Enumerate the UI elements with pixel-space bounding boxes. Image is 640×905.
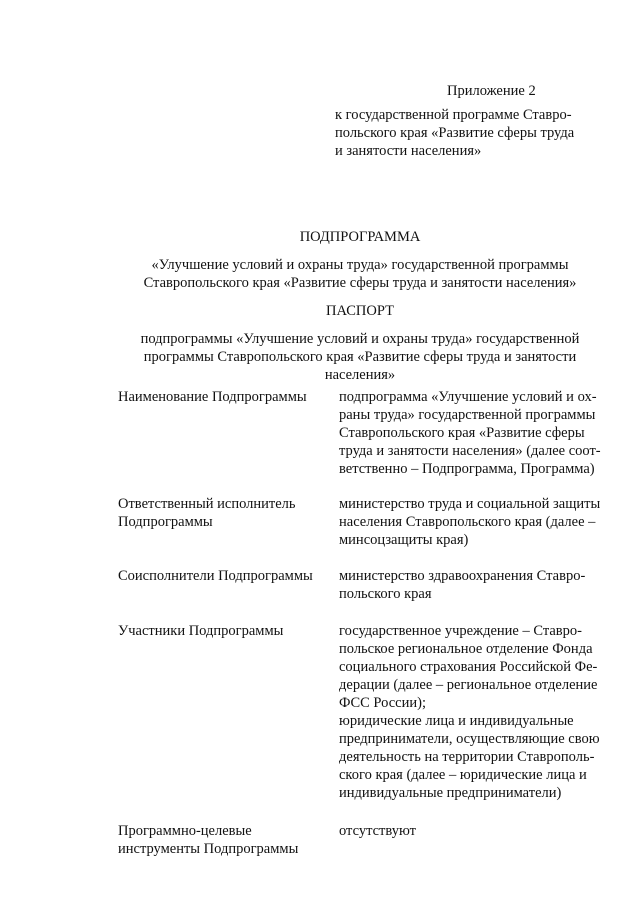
row-value-line: населения Ставропольского края (далее – — [339, 514, 596, 530]
passport-description — [80, 330, 640, 384]
row-label-line: Соисполнители Подпрограммы — [118, 568, 313, 584]
passport-heading: ПАСПОРТ — [326, 303, 394, 319]
appendix-block — [335, 82, 600, 160]
appendix-line: и занятости населения» — [335, 143, 482, 159]
row-label — [118, 388, 323, 406]
appendix-line: к государственной программе Ставро- — [335, 107, 572, 123]
row-value-line: польское региональное отделение Фонда — [339, 641, 593, 657]
row-value-line: министерство труда и социальной защиты — [339, 496, 601, 512]
row-value — [339, 822, 607, 840]
row-value — [339, 495, 607, 549]
row-value-line: министерство здравоохранения Ставро- — [339, 568, 586, 584]
row-value-line: минсоцзащиты края) — [339, 532, 469, 548]
row-value-line: ветственно – Подпрограмма, Программа) — [339, 461, 595, 477]
row-label — [118, 622, 323, 640]
row-label-line: Ответственный исполнитель — [118, 496, 296, 512]
appendix-text — [335, 106, 600, 160]
subprogram-name-line: Ставропольского края «Развитие сферы труда и занятости населения» — [143, 275, 577, 291]
row-value-line: раны труда» государственной программы — [339, 407, 596, 423]
row-value-line: польского края — [339, 586, 432, 602]
row-value-line: социального страхования Российской Фе- — [339, 659, 598, 675]
row-label — [118, 822, 323, 858]
row-label-line: Наименование Подпрограммы — [118, 389, 307, 405]
row-value-line: труда и занятости населения» (далее соот- — [339, 443, 601, 459]
row-value-line: деятельность на территории Ставрополь- — [339, 749, 595, 765]
row-value-line: дерации (далее – региональное отделение — [339, 677, 598, 693]
passport-description-line: программы Ставропольского края «Развитие сферы труда и занятости — [143, 349, 577, 365]
row-value-line: подпрограмма «Улучшение условий и ох- — [339, 389, 597, 405]
row-label-line: инструменты Подпрограммы — [118, 841, 299, 857]
row-label-line: Программно-целевые — [118, 823, 252, 839]
row-value-line: индивидуальные предприниматели) — [339, 785, 562, 801]
row-label — [118, 495, 323, 531]
row-value-line: предприниматели, осуществляющие свою — [339, 731, 600, 747]
subprogram-name-line: «Улучшение условий и охраны труда» государственной программы — [151, 257, 569, 273]
subprogram-name — [80, 256, 640, 292]
subprogram-heading: ПОДПРОГРАММА — [299, 229, 421, 245]
passport-description-line: подпрограммы «Улучшение условий и охраны труда» государственной — [140, 331, 580, 347]
passport-description-line: населения» — [324, 367, 396, 383]
row-value-line: отсутствуют — [339, 823, 416, 839]
row-value — [339, 622, 607, 802]
row-value-line: юридические лица и индивидуальные — [339, 713, 574, 729]
appendix-line: польского края «Развитие сферы труда — [335, 125, 575, 141]
row-label-line: Подпрограммы — [118, 514, 213, 530]
row-value-line: ского края (далее – юридические лица и — [339, 767, 587, 783]
row-value-line: Ставропольского края «Развитие сферы — [339, 425, 585, 441]
row-label-line: Участники Подпрограммы — [118, 623, 284, 639]
row-value — [339, 388, 607, 478]
row-value-line: ФСС России); — [339, 695, 426, 711]
row-value — [339, 567, 607, 603]
row-label — [118, 567, 323, 585]
appendix-title: Приложение 2 — [447, 83, 536, 99]
row-value-line: государственное учреждение – Ставро- — [339, 623, 582, 639]
